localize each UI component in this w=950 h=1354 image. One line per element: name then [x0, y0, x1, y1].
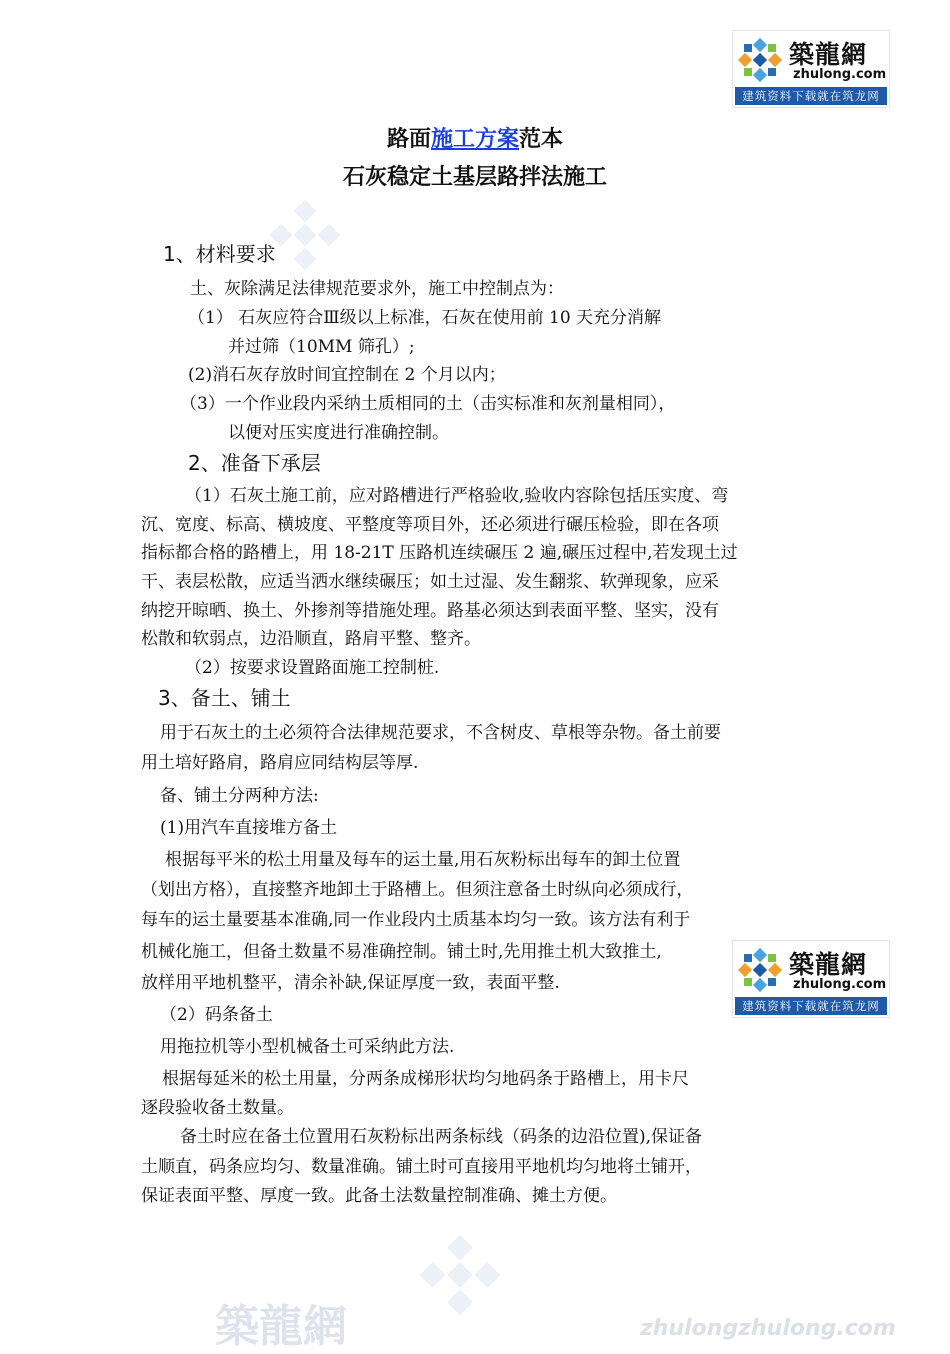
s3-method1-heading: (1)用汽车直接堆方备土 [160, 818, 338, 838]
zhulong-logo-middle [732, 940, 890, 1018]
s3-method2-line3: 逐段验收备土数量。 [141, 1098, 294, 1118]
s2-para1-line4: 干、表层松散，应适当洒水继续碾压；如土过湿、发生翻浆、软弹现象，应采 [141, 572, 719, 592]
watermark-snowflake-icon [420, 1235, 500, 1315]
s2-para1-line2: 沉、宽度、标高、横坡度、平整度等项目外，还必须进行碾压检验，即在各项 [141, 515, 719, 535]
s2-para1-line1: （1）石灰土施工前，应对路槽进行严格验收,验收内容除包括压实度、弯 [185, 486, 729, 506]
s3-para2: 备、铺土分两种方法: [160, 786, 319, 806]
s2-para1-line3: 指标都合格的路槽上，用 18-21T 压路机连续碾压 2 遍,碾压过程中,若发现土过 [141, 543, 738, 563]
watermark-brand: 築龍網 [215, 1301, 347, 1352]
logo-brand-cn: 築龍網 [789, 950, 868, 979]
s3-method1-line1: 根据每平米的松土用量及每车的运土量,用石灰粉标出每车的卸土位置 [165, 850, 681, 870]
s2-para1-line5: 纳挖开晾晒、换土、外掺剂等措施处理。路基必须达到表面平整、坚实，没有 [141, 601, 719, 621]
s1-item2: (2)消石灰存放时间宜控制在 2 个月以内； [188, 365, 506, 385]
s2-para1-line6: 松散和软弱点，边沿顺直，路肩平整、整齐。 [141, 629, 481, 649]
s3-method2-line6: 保证表面平整、厚度一致。此备土法数量控制准确、摊土方便。 [141, 1186, 617, 1206]
logo-slogan: 建筑资料下载就在筑龙网 [735, 87, 887, 105]
title-suffix: 范本 [519, 127, 564, 152]
section-3-heading: 3、备土、铺土 [158, 686, 291, 710]
s1-item3-line2: 以便对压实度进行准确控制。 [228, 423, 449, 443]
snowflake-logo-icon [737, 37, 783, 83]
logo-brand-cn: 築龍網 [789, 40, 868, 69]
s3-method1-line4: 机械化施工，但备土数量不易准确控制。铺土时,先用推土机大致推土, [141, 942, 662, 962]
logo-brand-en: zhulong.com [793, 977, 887, 992]
logo-brand-en: zhulong.com [793, 67, 887, 82]
logo-slogan: 建筑资料下载就在筑龙网 [735, 997, 887, 1015]
title-prefix: 路面 [386, 127, 431, 152]
s3-method2-line5: 土顺直，码条应均匀、数量准确。铺土时可直接用平地机均匀地将土铺开， [141, 1157, 702, 1177]
s3-para1-line1: 用于石灰土的土必须符合法律规范要求，不含树皮、草根等杂物。备土前要 [160, 723, 721, 743]
s3-method2-line4: 备土时应在备土位置用石灰粉标出两条标线（码条的边沿位置),保证备 [180, 1127, 703, 1147]
zhulong-logo-top [732, 30, 890, 108]
snowflake-logo-icon [737, 947, 783, 993]
document-subtitle: 石灰稳定土基层路拌法施工 [342, 165, 607, 190]
s3-method1-line2: （划出方格），直接整齐地卸土于路槽上。但须注意备土时纵向必须成行， [141, 880, 694, 900]
s1-item1-line2: 并过筛（10MM 筛孔）; [228, 337, 415, 357]
title-link[interactable]: 施工方案 [430, 127, 519, 152]
s3-method1-line5: 放样用平地机整平，清余补缺,保证厚度一致，表面平整. [141, 973, 560, 993]
document-title [0, 122, 950, 153]
s3-method2-line2: 根据每延米的松土用量，分两条成梯形状均匀地码条于路槽上，用卡尺 [162, 1069, 689, 1089]
s1-item3-line1: （3）一个作业段内采纳土质相同的土（击实标准和灰剂量相同）， [180, 394, 676, 414]
s2-para2: （2）按要求设置路面施工控制桩. [185, 658, 440, 678]
watermark-snowflake-icon [270, 200, 340, 270]
s1-item1-line1: （1） 石灰应符合Ⅲ级以上标准，石灰在使用前 10 天充分消解 [188, 308, 662, 328]
section-2-heading: 2、准备下承层 [188, 451, 321, 475]
s3-method2-heading: （2）码条备土 [160, 1005, 273, 1025]
watermark-url: zhulongzhulong.com [640, 1316, 896, 1341]
s3-method2-line1: 用拖拉机等小型机械备土可采纳此方法. [160, 1037, 455, 1057]
s1-intro: 土、灰除满足法律规范要求外，施工中控制点为： [190, 279, 564, 299]
s3-para1-line2: 用土培好路肩，路肩应同结构层等厚. [141, 753, 419, 773]
section-1-heading: 1、材料要求 [163, 242, 276, 266]
s3-method1-line3: 每车的运土量要基本准确,同一作业段内土质基本均匀一致。该方法有利于 [141, 910, 691, 930]
